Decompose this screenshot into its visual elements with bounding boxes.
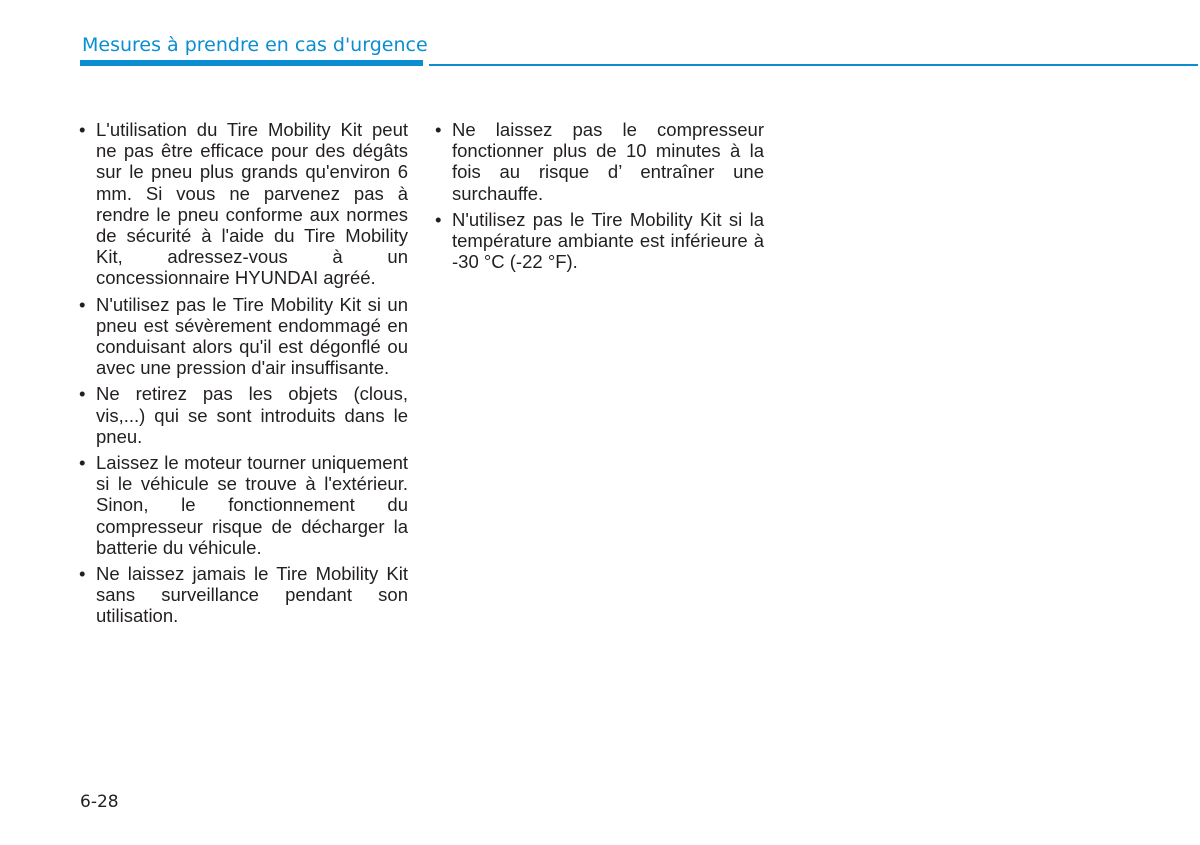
section-title: Mesures à prendre en cas d'urgence	[82, 34, 428, 56]
bullet-item: • Laissez le moteur tourner uniquement si le véhicule se trouve à l'extérieur. Sinon, le fonctionnement du compresseur risque de décharger la batterie du véhicule.	[78, 452, 408, 558]
left-bullet-list	[78, 119, 408, 627]
bullet-item: • N'utilisez pas le Tire Mobility Kit si la température ambiante est inférieure à -30 °C (-22 °F).	[434, 209, 764, 273]
right-column	[434, 119, 764, 277]
bullet-item: • Ne laissez pas le compresseur fonctionner plus de 10 minutes à la fois au risque d’ entraîner une surchauffe.	[434, 119, 764, 204]
page-number: 6-28	[80, 792, 119, 812]
right-bullet-list	[434, 119, 764, 272]
left-column	[78, 119, 408, 632]
bullet-item: • Ne retirez pas les objets (clous, vis,...) qui se sont introduits dans le pneu.	[78, 383, 408, 447]
header-rule-thick	[80, 60, 423, 66]
header-rule-thin	[429, 64, 1198, 66]
bullet-item: • N'utilisez pas le Tire Mobility Kit si un pneu est sévèrement endommagé en conduisant alors qu'il est dégonflé ou avec une pression d'air insuffisante.	[78, 294, 408, 379]
bullet-item: • L'utilisation du Tire Mobility Kit peut ne pas être efficace pour des dégâts sur le pneu plus grands qu'environ 6 mm. Si vous ne parvenez pas à rendre le pneu conforme aux normes de sécurité à l'aide du Tire Mobility Kit, adressez-vous à un concessionnaire HYUNDAI agréé.	[78, 119, 408, 289]
bullet-item: • Ne laissez jamais le Tire Mobility Kit sans surveillance pendant son utilisation.	[78, 563, 408, 627]
